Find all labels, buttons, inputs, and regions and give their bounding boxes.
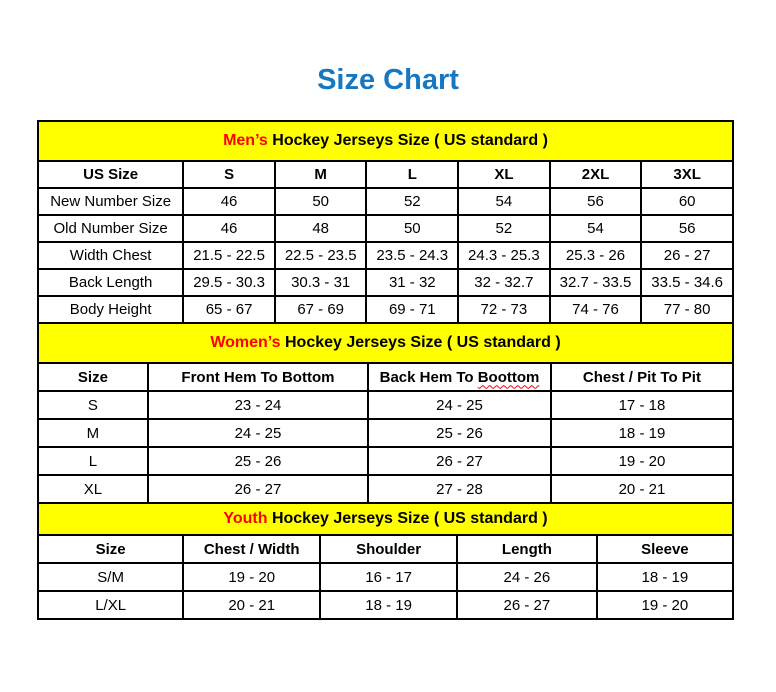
column-header: Sleeve <box>597 535 733 563</box>
size-value-cell: 67 - 69 <box>275 296 367 323</box>
table-row <box>38 188 733 215</box>
table-row <box>38 242 733 269</box>
table-row <box>38 296 733 323</box>
size-value-cell: 22.5 - 23.5 <box>275 242 367 269</box>
size-value-cell: 32.7 - 33.5 <box>550 269 642 296</box>
youth-section-banner <box>37 502 734 536</box>
womens-header-row <box>38 363 733 391</box>
womens-banner-text: Hockey Jerseys Size ( US standard ) <box>280 334 561 351</box>
youth-banner-text: Hockey Jerseys Size ( US standard ) <box>267 510 548 527</box>
size-value-cell: 56 <box>641 215 733 242</box>
youth-header-row <box>38 535 733 563</box>
row-label: L/XL <box>38 591 183 619</box>
size-chart <box>37 120 734 620</box>
header-text: Back Hem To <box>379 368 478 386</box>
column-header: 2XL <box>550 161 642 188</box>
row-label: L <box>38 447 148 475</box>
table-row <box>38 391 733 419</box>
size-value-cell: 26 - 27 <box>457 591 597 619</box>
column-header: XL <box>458 161 550 188</box>
column-header: S <box>183 161 275 188</box>
size-value-cell: 18 - 19 <box>320 591 457 619</box>
size-value-cell: 48 <box>275 215 367 242</box>
column-header: Shoulder <box>320 535 457 563</box>
size-value-cell: 56 <box>550 188 642 215</box>
row-label: New Number Size <box>38 188 183 215</box>
column-header: Front Hem To Bottom <box>148 363 368 391</box>
size-value-cell: 33.5 - 34.6 <box>641 269 733 296</box>
table-row <box>38 591 733 619</box>
size-value-cell: 69 - 71 <box>366 296 458 323</box>
size-value-cell: 18 - 19 <box>551 419 733 447</box>
column-header: L <box>366 161 458 188</box>
size-value-cell: 17 - 18 <box>551 391 733 419</box>
size-value-cell: 46 <box>183 188 275 215</box>
size-value-cell: 21.5 - 22.5 <box>183 242 275 269</box>
size-value-cell: 54 <box>550 215 642 242</box>
column-header: M <box>275 161 367 188</box>
size-value-cell: 74 - 76 <box>550 296 642 323</box>
table-row <box>38 475 733 503</box>
youth-banner-highlight: Youth <box>223 510 268 527</box>
size-value-cell: 65 - 67 <box>183 296 275 323</box>
size-value-cell: 52 <box>366 188 458 215</box>
size-value-cell: 24 - 26 <box>457 563 597 591</box>
size-value-cell: 72 - 73 <box>458 296 550 323</box>
mens-banner-text: Hockey Jerseys Size ( US standard ) <box>267 132 548 149</box>
row-label: M <box>38 419 148 447</box>
mens-size-table <box>37 160 734 324</box>
size-value-cell: 26 - 27 <box>368 447 551 475</box>
column-header: Chest / Width <box>183 535 320 563</box>
womens-size-table <box>37 362 734 504</box>
row-label: S <box>38 391 148 419</box>
table-row <box>38 563 733 591</box>
size-value-cell: 52 <box>458 215 550 242</box>
size-value-cell: 24.3 - 25.3 <box>458 242 550 269</box>
womens-section-banner <box>37 322 734 364</box>
row-label: Body Height <box>38 296 183 323</box>
size-value-cell: 25 - 26 <box>368 419 551 447</box>
column-header-misspelled <box>368 363 551 391</box>
size-value-cell: 20 - 21 <box>551 475 733 503</box>
table-row <box>38 419 733 447</box>
size-value-cell: 54 <box>458 188 550 215</box>
column-header: US Size <box>38 161 183 188</box>
size-value-cell: 18 - 19 <box>597 563 733 591</box>
womens-banner-highlight: Women’s <box>210 334 281 351</box>
youth-size-table <box>37 534 734 620</box>
page-title: Size Chart <box>317 64 459 96</box>
size-value-cell: 26 - 27 <box>641 242 733 269</box>
size-value-cell: 19 - 20 <box>551 447 733 475</box>
row-label: Old Number Size <box>38 215 183 242</box>
column-header: 3XL <box>641 161 733 188</box>
size-value-cell: 19 - 20 <box>183 563 320 591</box>
size-value-cell: 19 - 20 <box>597 591 733 619</box>
size-value-cell: 24 - 25 <box>368 391 551 419</box>
size-value-cell: 50 <box>275 188 367 215</box>
size-value-cell: 27 - 28 <box>368 475 551 503</box>
size-value-cell: 30.3 - 31 <box>275 269 367 296</box>
size-value-cell: 23.5 - 24.3 <box>366 242 458 269</box>
row-label: S/M <box>38 563 183 591</box>
row-label: Width Chest <box>38 242 183 269</box>
column-header: Size <box>38 363 148 391</box>
mens-banner-highlight: Men’s <box>223 132 268 149</box>
size-value-cell: 24 - 25 <box>148 419 368 447</box>
row-label: XL <box>38 475 148 503</box>
size-value-cell: 26 - 27 <box>148 475 368 503</box>
row-label: Back Length <box>38 269 183 296</box>
column-header: Length <box>457 535 597 563</box>
table-row <box>38 269 733 296</box>
size-value-cell: 16 - 17 <box>320 563 457 591</box>
column-header: Size <box>38 535 183 563</box>
size-value-cell: 25 - 26 <box>148 447 368 475</box>
column-header: Chest / Pit To Pit <box>551 363 733 391</box>
size-value-cell: 46 <box>183 215 275 242</box>
size-value-cell: 20 - 21 <box>183 591 320 619</box>
mens-header-row <box>38 161 733 188</box>
table-row <box>38 215 733 242</box>
size-value-cell: 25.3 - 26 <box>550 242 642 269</box>
mens-section-banner <box>37 120 734 162</box>
table-row <box>38 447 733 475</box>
size-value-cell: 50 <box>366 215 458 242</box>
size-value-cell: 60 <box>641 188 733 215</box>
size-value-cell: 32 - 32.7 <box>458 269 550 296</box>
spellcheck-underlined-word: Boottom <box>477 368 540 386</box>
size-value-cell: 29.5 - 30.3 <box>183 269 275 296</box>
size-value-cell: 77 - 80 <box>641 296 733 323</box>
size-value-cell: 23 - 24 <box>148 391 368 419</box>
size-value-cell: 31 - 32 <box>366 269 458 296</box>
